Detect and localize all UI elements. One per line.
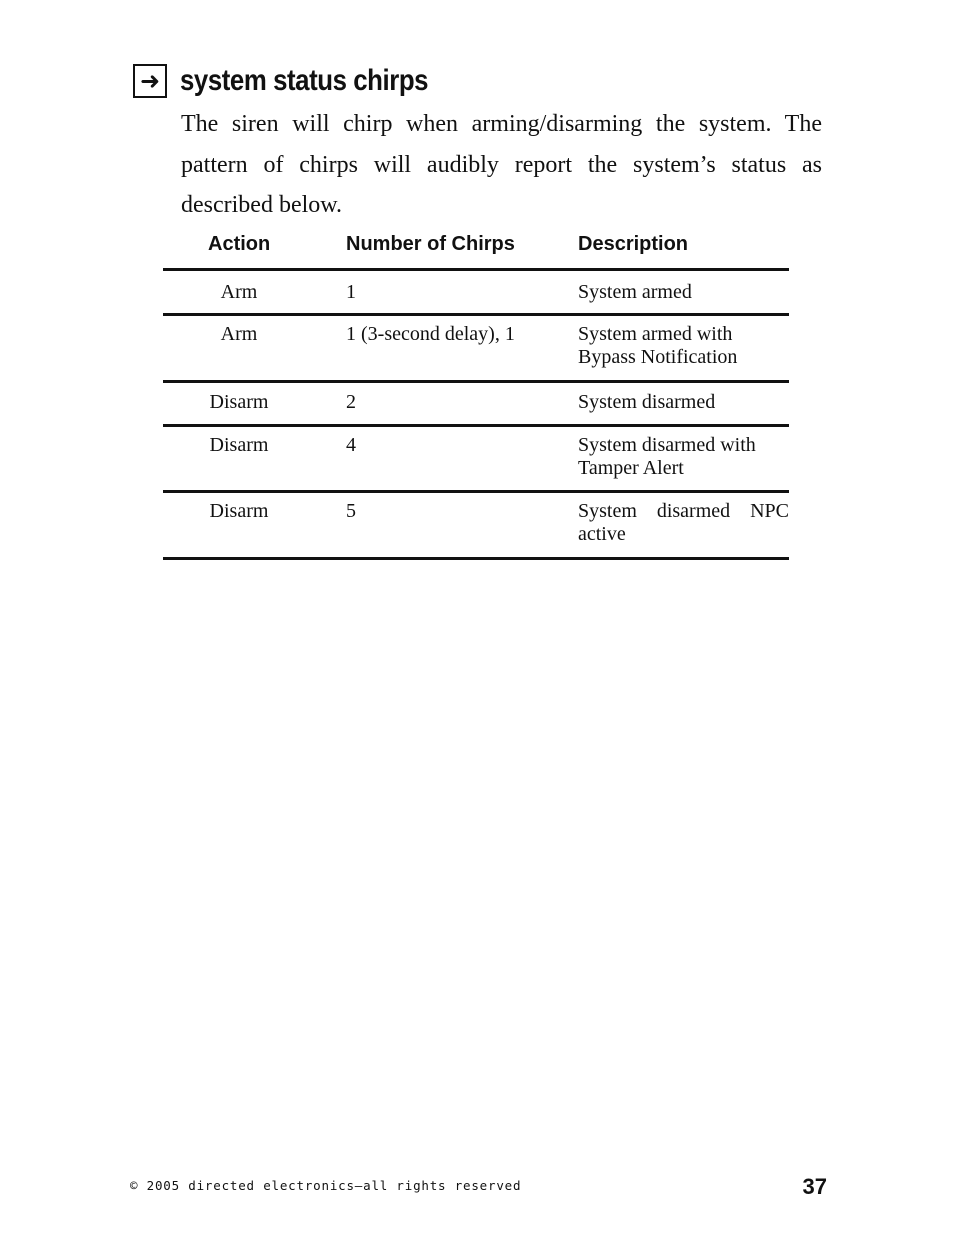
intro-paragraph: The siren will chirp when arming/disarming the system. The pattern of chirps will audibly report the system’s status as described below. xyxy=(181,111,822,218)
cell-chirps: 1 (3-second delay), 1 xyxy=(346,323,515,345)
section-title: system status chirps xyxy=(180,64,429,97)
header-description: Description xyxy=(578,233,689,255)
cell-action: Disarm xyxy=(209,391,269,413)
cell-description: System disarmed NPC active xyxy=(578,500,789,545)
cell-chirps: 5 xyxy=(346,500,356,522)
cell-description: System disarmed xyxy=(578,391,716,413)
cell-description: System armed with Bypass Notification xyxy=(578,323,738,368)
cell-action: Arm xyxy=(220,323,258,345)
table-row xyxy=(163,383,789,427)
footer-copyright: © 2005 directed electronics—all rights reserved xyxy=(130,1178,522,1193)
table-row xyxy=(163,316,789,383)
cell-chirps: 2 xyxy=(346,391,356,413)
cell-description: System disarmed with Tamper Alert xyxy=(578,434,756,479)
cell-chirps: 1 xyxy=(346,281,356,303)
header-action: Action xyxy=(208,233,271,255)
table-header xyxy=(163,228,789,271)
cell-action: Disarm xyxy=(209,500,269,522)
table-row xyxy=(163,427,789,493)
right-arrow-icon: ➜ xyxy=(133,64,167,98)
cell-chirps: 4 xyxy=(346,434,356,456)
table-row xyxy=(163,271,789,316)
header-number-of-chirps: Number of Chirps xyxy=(346,233,515,255)
page-number: 37 xyxy=(802,1174,827,1199)
cell-action: Disarm xyxy=(209,434,269,456)
cell-description: System armed xyxy=(578,281,692,303)
cell-action: Arm xyxy=(220,281,258,303)
table-row xyxy=(163,493,789,560)
section-heading xyxy=(133,64,468,98)
chirps-table xyxy=(163,228,789,560)
